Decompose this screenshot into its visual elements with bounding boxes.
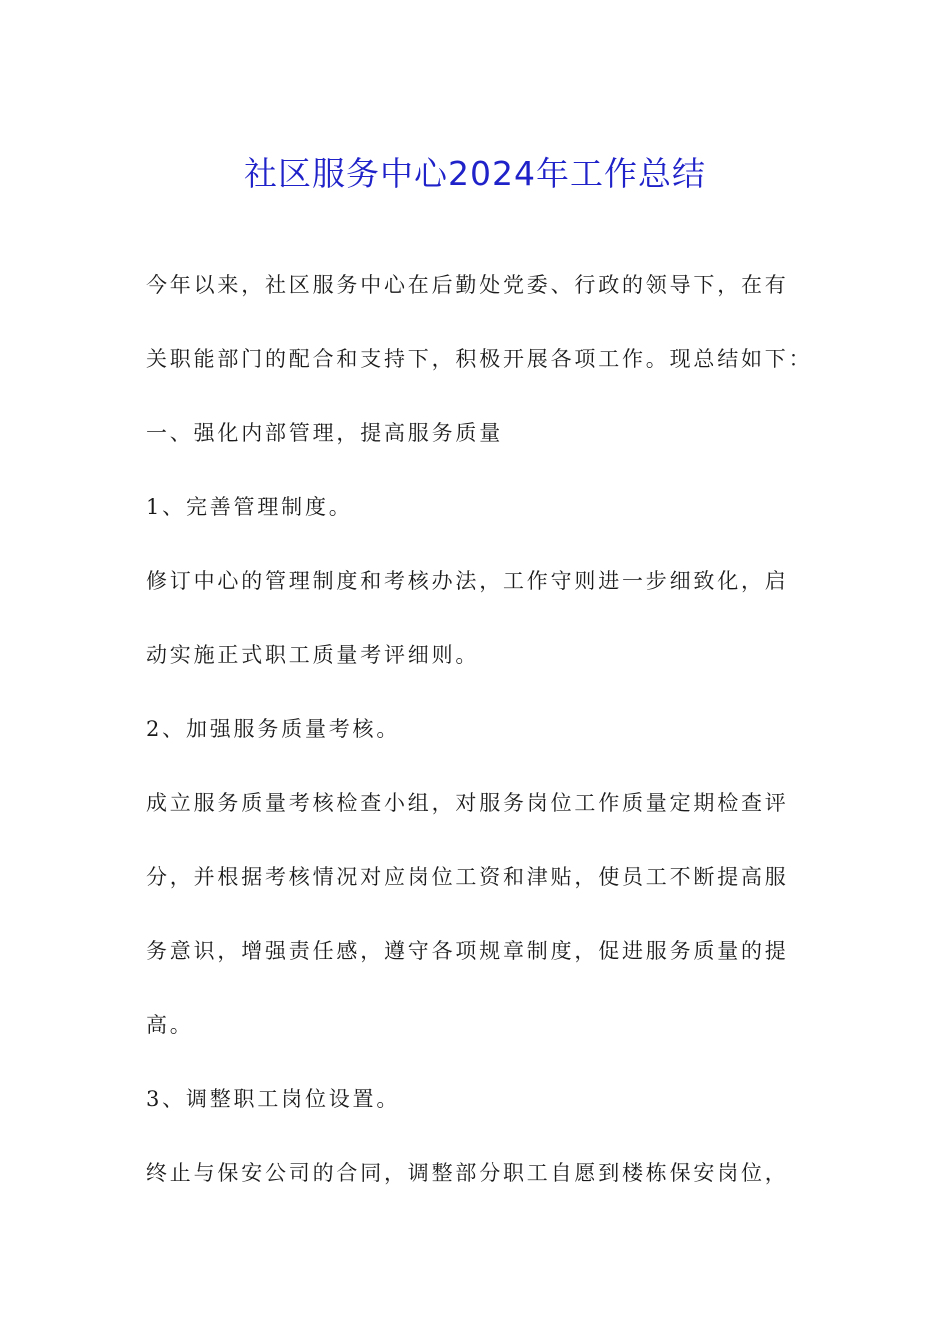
document-body xyxy=(146,258,813,1220)
body-line-intro-2: 关职能部门的配合和支持下，积极开展各项工作。现总结如下： xyxy=(146,347,813,371)
body-line-p1-2: 动实施正式职工质量考评细则。 xyxy=(146,643,480,667)
subheading-1: 1、完善管理制度。 xyxy=(146,495,353,519)
subheading-2: 2、加强服务质量考核。 xyxy=(146,717,401,741)
body-line-p2-3: 务意识，增强责任感，遵守各项规章制度，促进服务质量的提 xyxy=(146,939,789,963)
section-heading-1: 一、强化内部管理，提高服务质量 xyxy=(146,421,503,445)
body-line-p2-1: 成立服务质量考核检查小组，对服务岗位工作质量定期检查评 xyxy=(146,791,789,815)
body-line-p2-4: 高。 xyxy=(146,1013,194,1037)
body-line-intro-1: 今年以来，社区服务中心在后勤处党委、行政的领导下，在有 xyxy=(146,273,789,297)
subheading-3: 3、调整职工岗位设置。 xyxy=(146,1087,401,1111)
body-line-p3-1: 终止与保安公司的合同，调整部分职工自愿到楼栋保安岗位， xyxy=(146,1161,789,1185)
body-line-p1-1: 修订中心的管理制度和考核办法，工作守则进一步细致化，启 xyxy=(146,569,789,593)
body-line-p2-2: 分，并根据考核情况对应岗位工资和津贴，使员工不断提高服 xyxy=(146,865,789,889)
document-title: 社区服务中心2024年工作总结 xyxy=(244,154,706,194)
